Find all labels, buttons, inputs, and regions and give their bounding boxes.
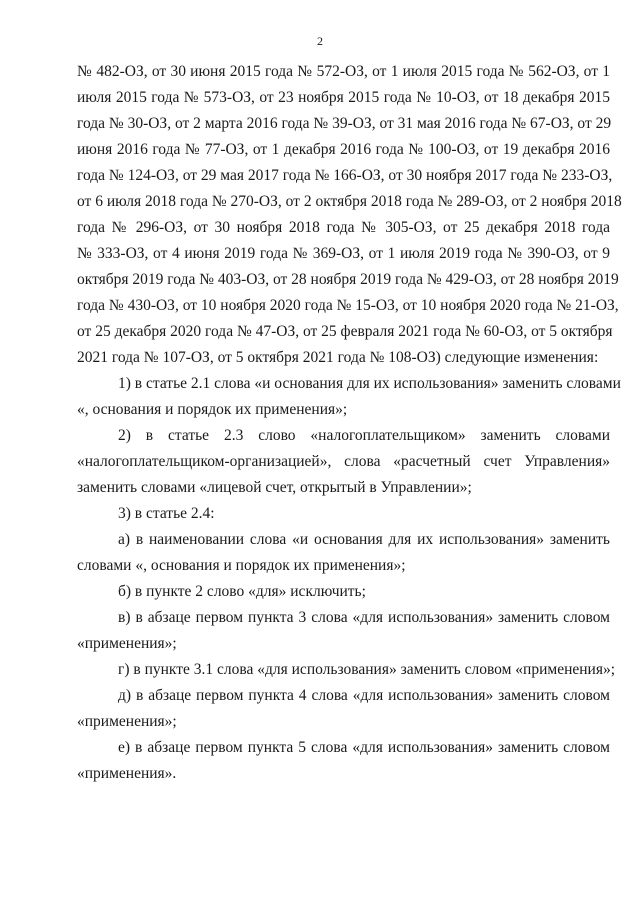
text-line: октября 2019 года № 403-ОЗ, от 28 ноября 2019 года № 429-ОЗ, от 28 ноября 2019 [77, 271, 619, 288]
list-item: 2) в статье 2.3 слово «налогоплательщиком» заменить словами [118, 427, 610, 444]
text-line: № 482-ОЗ, от 30 июня 2015 года № 572-ОЗ, от 1 июля 2015 года № 562-ОЗ, от 1 [77, 63, 610, 80]
text-line: от 25 декабря 2020 года № 47-ОЗ, от 25 февраля 2021 года № 60-ОЗ, от 5 октября [77, 323, 613, 340]
text-line: 2021 года № 107-ОЗ, от 5 октября 2021 года № 108-ОЗ) следующие изменения: [77, 349, 599, 366]
text-line: «применения»; [77, 635, 177, 652]
text-line: года № 30-ОЗ, от 2 марта 2016 года № 39-ОЗ, от 31 мая 2016 года № 67-ОЗ, от 29 [77, 115, 612, 132]
list-item: г) в пункте 3.1 слова «для использования» заменить словом «применения»; [118, 661, 616, 678]
text-line: июня 2016 года № 77-ОЗ, от 1 декабря 2016 года № 100-ОЗ, от 19 декабря 2016 [77, 141, 610, 158]
text-line: «, основания и порядок их применения»; [77, 401, 348, 418]
list-item: а) в наименовании слова «и основания для их использования» заменить [118, 531, 610, 548]
text-line: заменить словами «лицевой счет, открытый в Управлении»; [77, 479, 472, 496]
list-item: д) в абзаце первом пункта 4 слова «для использования» заменить словом [118, 687, 610, 704]
text-line: «применения». [77, 765, 177, 782]
text-line: «налогоплательщиком-организацией», слова «расчетный счет Управления» [77, 453, 610, 470]
list-item: 1) в статье 2.1 слова «и основания для их использования» заменить словами [118, 375, 621, 392]
text-line: года № 430-ОЗ, от 10 ноября 2020 года № 15-ОЗ, от 10 ноября 2020 года № 21-ОЗ, [77, 297, 619, 314]
text-line: года № 124-ОЗ, от 29 мая 2017 года № 166-ОЗ, от 30 ноября 2017 года № 233-ОЗ, [77, 167, 613, 184]
list-item: в) в абзаце первом пункта 3 слова «для использования» заменить словом [118, 609, 610, 626]
text-line: словами «, основания и порядок их применения»; [77, 557, 406, 574]
list-item: е) в абзаце первом пункта 5 слова «для использования» заменить словом [118, 739, 610, 756]
text-line: года № 296-ОЗ, от 30 ноября 2018 года № 305-ОЗ, от 25 декабря 2018 года [77, 219, 610, 236]
list-item: 3) в статье 2.4: [118, 505, 215, 522]
text-line: от 6 июля 2018 года № 270-ОЗ, от 2 октября 2018 года № 289-ОЗ, от 2 ноября 2018 [77, 193, 622, 210]
page-number: 2 [317, 34, 323, 48]
text-line: № 333-ОЗ, от 4 июня 2019 года № 369-ОЗ, от 1 июля 2019 года № 390-ОЗ, от 9 [77, 245, 610, 262]
text-line: июля 2015 года № 573-ОЗ, от 23 ноября 2015 года № 10-ОЗ, от 18 декабря 2015 [77, 89, 610, 106]
text-line: «применения»; [77, 713, 177, 730]
list-item: б) в пункте 2 слово «для» исключить; [118, 583, 366, 600]
